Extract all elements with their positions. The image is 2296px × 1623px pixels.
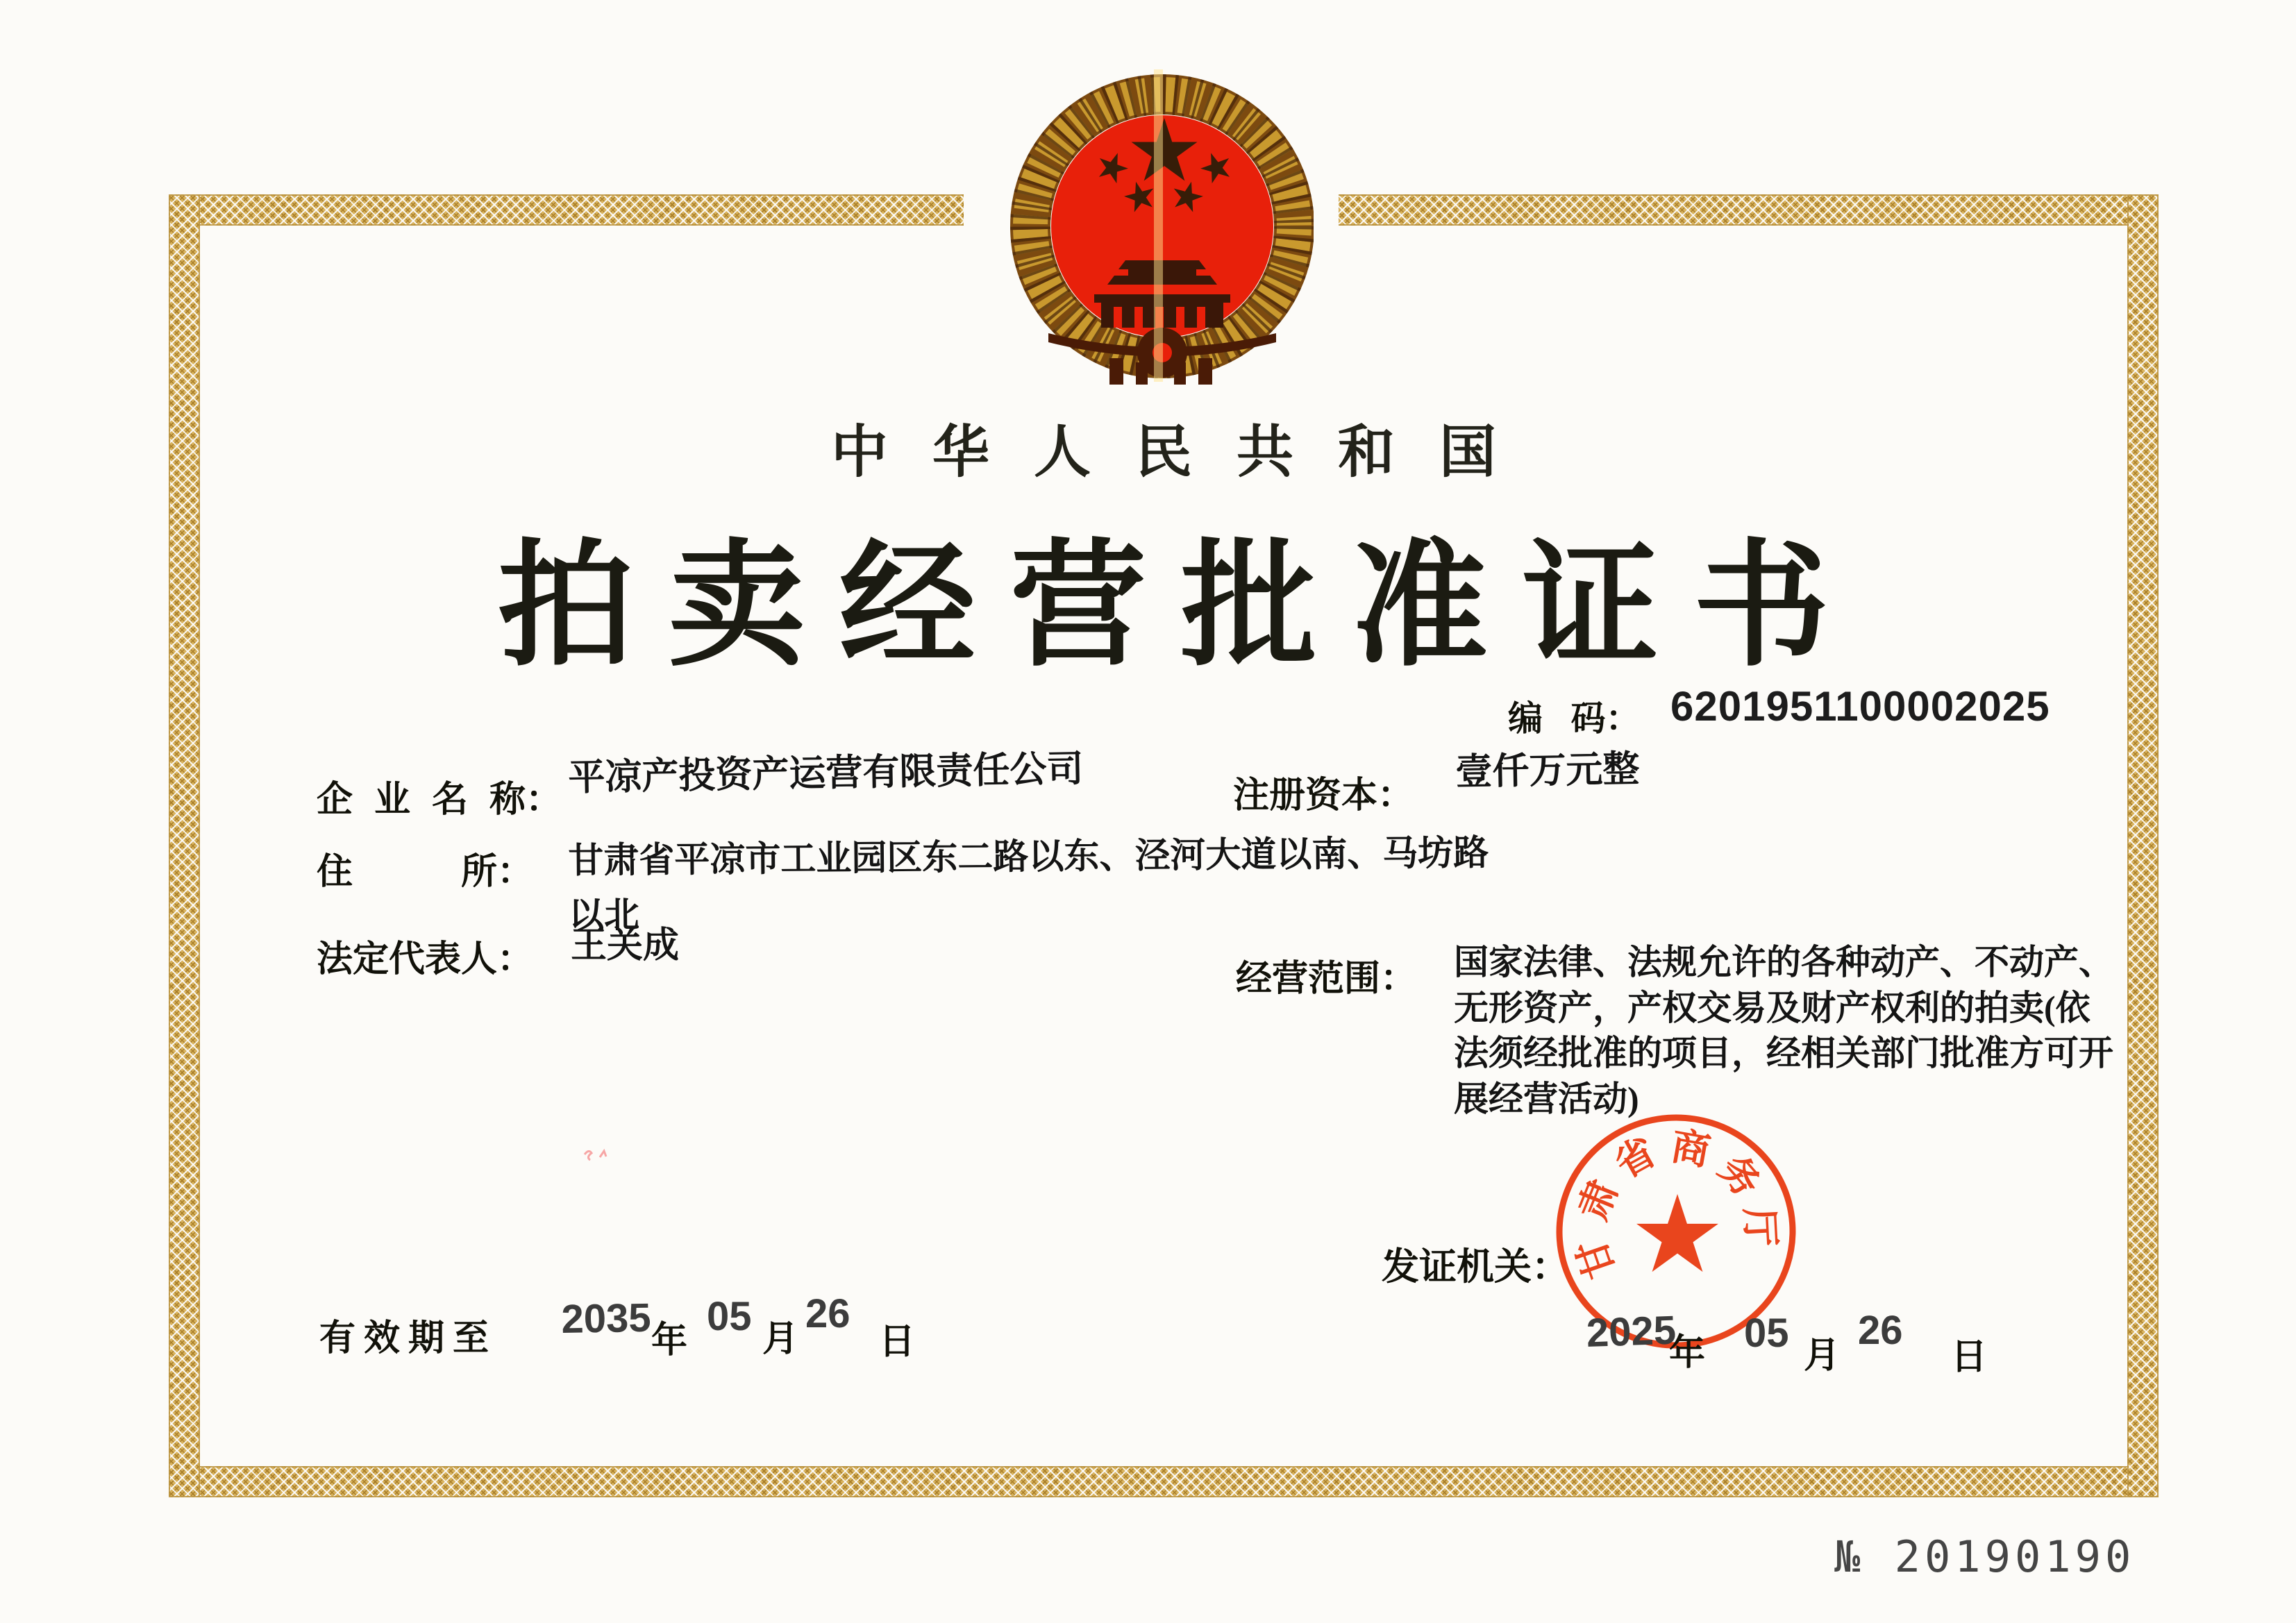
registered-capital-label: 注册资本： — [1233, 776, 1414, 816]
country-title: 中华人民共和国 — [830, 421, 1541, 484]
registered-capital-value: 壹仟万元整 — [1455, 749, 1640, 793]
serial-number: № 20190190 — [1834, 1531, 2136, 1582]
validity-month: 05 — [707, 1294, 752, 1339]
frame-border-bottom — [169, 1466, 2159, 1497]
legal-rep-value: 王关成 — [571, 926, 680, 966]
certificate-title: 拍卖经营批准证书 — [497, 530, 1864, 682]
validity-label: 有效期至 — [319, 1319, 498, 1359]
issue-date-day-unit: 日 — [1951, 1338, 1988, 1377]
issue-date-day: 26 — [1858, 1308, 1903, 1353]
address-value: 甘肃省平凉市工业园区东二路以东、泾河大道以南、马坊路以北 — [568, 834, 1489, 936]
legal-rep-label: 法定代表人： — [317, 940, 534, 979]
company-name-value: 平凉产投资产运营有限责任公司 — [568, 749, 1084, 798]
seal-char-2: 肃 — [1571, 1174, 1627, 1227]
validity-year: 2035 — [560, 1295, 652, 1342]
national-emblem — [1008, 64, 1314, 390]
business-scope-value: 国家法律、法规允许的各种动产、不动产、无形资产，产权交易及财产权利的拍卖(依法须经批准的项目，经相关部门批准方可开展经营活动) — [1454, 943, 2113, 1118]
issuing-authority-label: 发证机关： — [1382, 1246, 1569, 1288]
validity-day: 26 — [805, 1291, 850, 1336]
address-label: 住 所： — [317, 852, 534, 892]
issue-date-year-unit: 年 — [1669, 1334, 1706, 1373]
seal-char-6: 厅 — [1736, 1206, 1782, 1248]
company-name-label: 企 业 名 称： — [317, 780, 562, 820]
frame-border-left — [169, 194, 200, 1497]
issue-date-year: 2025 — [1585, 1307, 1677, 1356]
emblem-fold-highlight — [1154, 69, 1163, 382]
frame-border-right — [2127, 194, 2159, 1497]
business-scope-label: 经营范围： — [1236, 959, 1417, 999]
stray-ink-mark — [582, 1142, 611, 1170]
code-label: 编 码： — [1508, 699, 1641, 738]
issue-date-month: 05 — [1744, 1311, 1789, 1356]
seal-char-3: 省 — [1608, 1130, 1664, 1187]
issue-date-month-unit: 月 — [1804, 1336, 1841, 1376]
validity-day-unit: 日 — [879, 1322, 916, 1362]
seal-char-5: 务 — [1710, 1147, 1768, 1206]
validity-month-unit: 月 — [762, 1320, 799, 1359]
seal-star-icon — [1636, 1194, 1718, 1272]
code-value: 6201951100002025 — [1670, 683, 2050, 730]
validity-year-unit: 年 — [651, 1321, 688, 1361]
seal-char-1: 甘 — [1570, 1233, 1624, 1284]
seal-char-4: 商 — [1668, 1125, 1713, 1175]
